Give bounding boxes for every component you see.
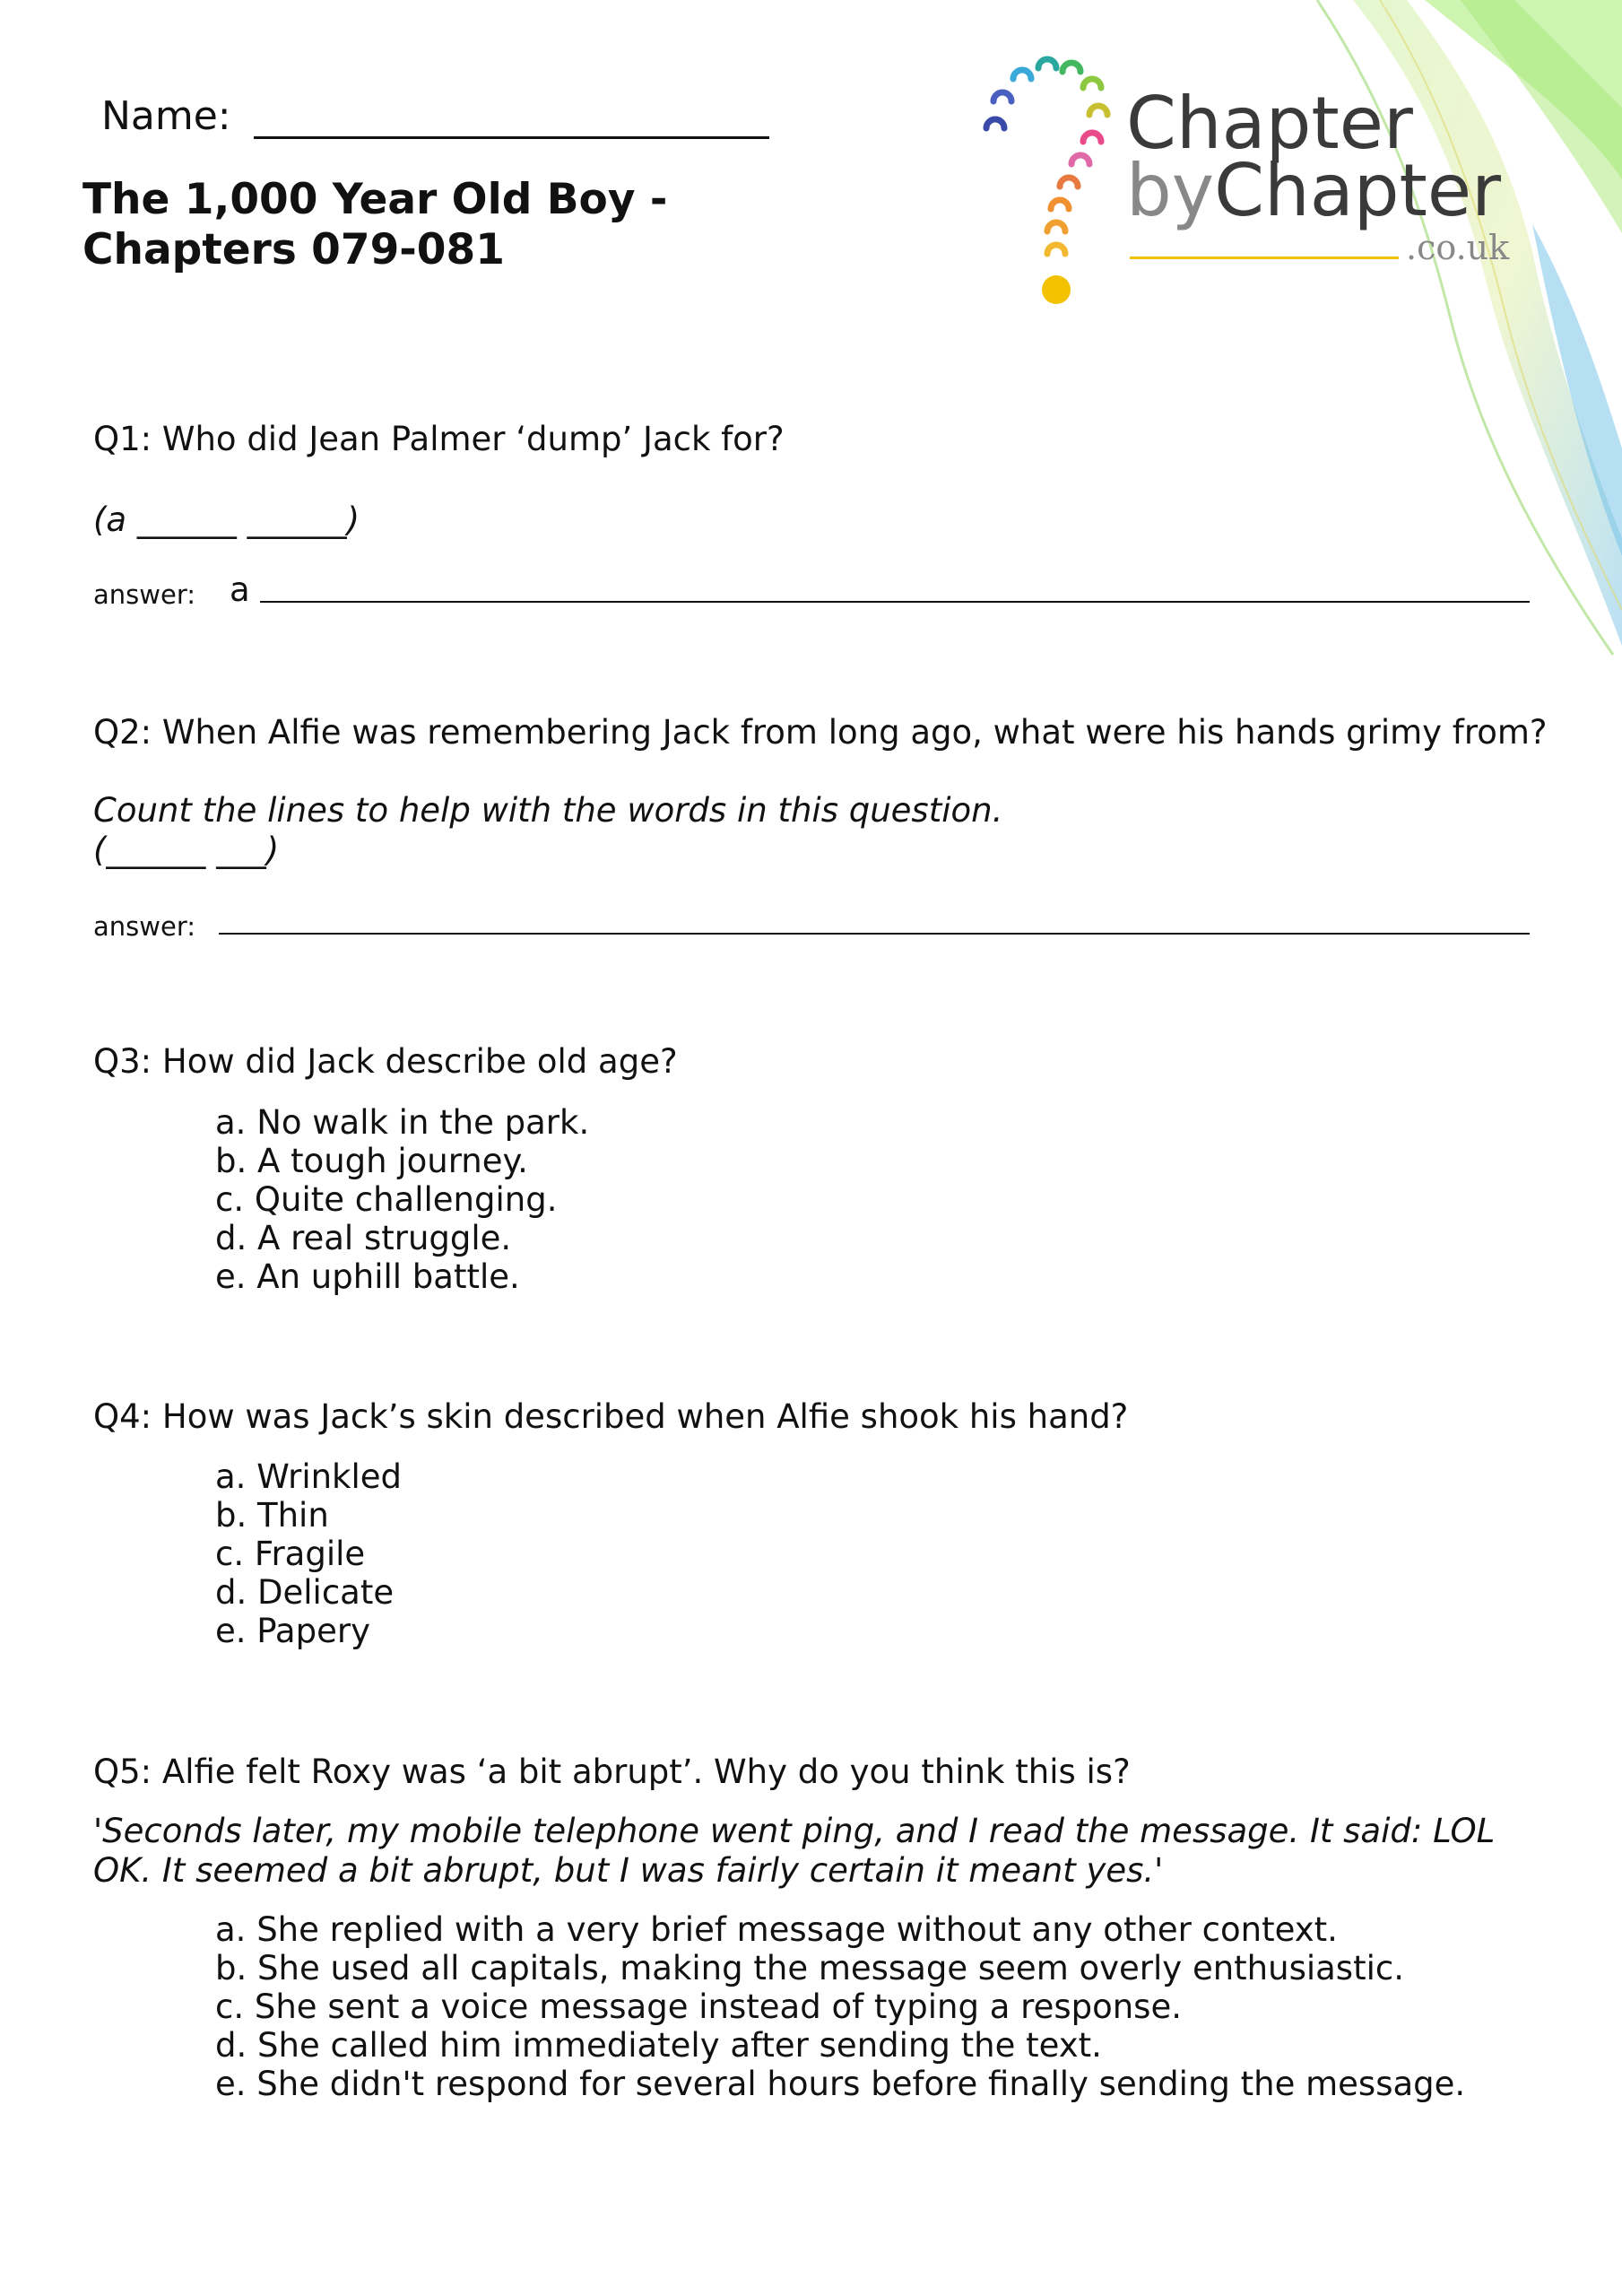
q5-quote [93, 1812, 1528, 1891]
title-line-2: Chapters 079-081 [82, 225, 505, 274]
logo-word-by-chapter [1126, 149, 1501, 232]
q1-answer-field[interactable] [260, 601, 1530, 603]
q5-option-a[interactable]: a. She replied with a very brief message without any other context. [215, 1910, 1338, 1949]
logo-rule [1130, 257, 1399, 259]
q2-text: Q2: When Alfie was remembering Jack from long ago, what were his hands grimy from? [93, 713, 1548, 752]
logo-domain: .co.uk [1406, 228, 1510, 267]
q4-options [215, 1457, 402, 1650]
logo-word-by: by [1126, 149, 1215, 232]
q5-options [215, 1910, 1465, 2103]
chapter-by-chapter-logo [959, 52, 1533, 312]
logo-word-chapter: Chapter [1126, 82, 1413, 165]
q2-answer-label: answer: [93, 911, 196, 942]
q3-text: Q3: How did Jack describe old age? [93, 1042, 678, 1081]
q5-quote-line-1: 'Seconds later, my mobile telephone went ping, and I read the message. It said: LOL [93, 1812, 1496, 1850]
q2-hint-line-2: (______ ___) [93, 831, 280, 869]
q2-hint-line-1: Count the lines to help with the words in this question. [93, 791, 1003, 830]
q3-options [215, 1103, 589, 1296]
worksheet-title [82, 175, 667, 275]
logo-word-chapter-2: Chapter [1214, 149, 1501, 232]
q1-text: Q1: Who did Jean Palmer ‘dump’ Jack for? [93, 420, 785, 458]
q3-option-d[interactable]: d. A real struggle. [215, 1219, 512, 1257]
name-label: Name: [101, 93, 231, 139]
q4-option-a[interactable]: a. Wrinkled [215, 1457, 403, 1496]
q4-option-b[interactable]: b. Thin [215, 1496, 329, 1535]
book-question-mark-icon [959, 52, 1121, 312]
q5-option-d[interactable]: d. She called him immediately after sending the text. [215, 2026, 1102, 2065]
q4-option-d[interactable]: d. Delicate [215, 1573, 395, 1612]
q4-text: Q4: How was Jack’s skin described when Alfie shook his hand? [93, 1397, 1129, 1436]
q5-option-b[interactable]: b. She used all capitals, making the message seem overly enthusiastic. [215, 1949, 1404, 1987]
q5-quote-line-2: OK. It seemed a bit abrupt, but I was fairly certain it meant yes.' [93, 1851, 1164, 1890]
q3-option-a[interactable]: a. No walk in the park. [215, 1103, 590, 1142]
q4-option-c[interactable]: c. Fragile [215, 1535, 366, 1573]
name-field[interactable] [254, 136, 769, 139]
title-line-1: The 1,000 Year Old Boy - [82, 175, 668, 224]
q3-option-e[interactable]: e. An uphill battle. [215, 1257, 520, 1296]
q5-option-e[interactable]: e. She didn't respond for several hours before finally sending the message. [215, 2065, 1466, 2103]
q2-answer-field[interactable] [219, 933, 1530, 935]
q1-answer-prefix: a [230, 570, 250, 609]
q1-hint: (a ______ ______) [93, 500, 360, 539]
q3-option-b[interactable]: b. A tough journey. [215, 1142, 528, 1180]
q3-option-c[interactable]: c. Quite challenging. [215, 1180, 558, 1219]
q4-option-e[interactable]: e. Papery [215, 1612, 370, 1650]
q1-answer-label: answer: [93, 579, 196, 610]
q5-option-c[interactable]: c. She sent a voice message instead of typing a response. [215, 1987, 1182, 2026]
q5-text: Q5: Alfie felt Roxy was ‘a bit abrupt’. Why do you think this is? [93, 1752, 1131, 1791]
